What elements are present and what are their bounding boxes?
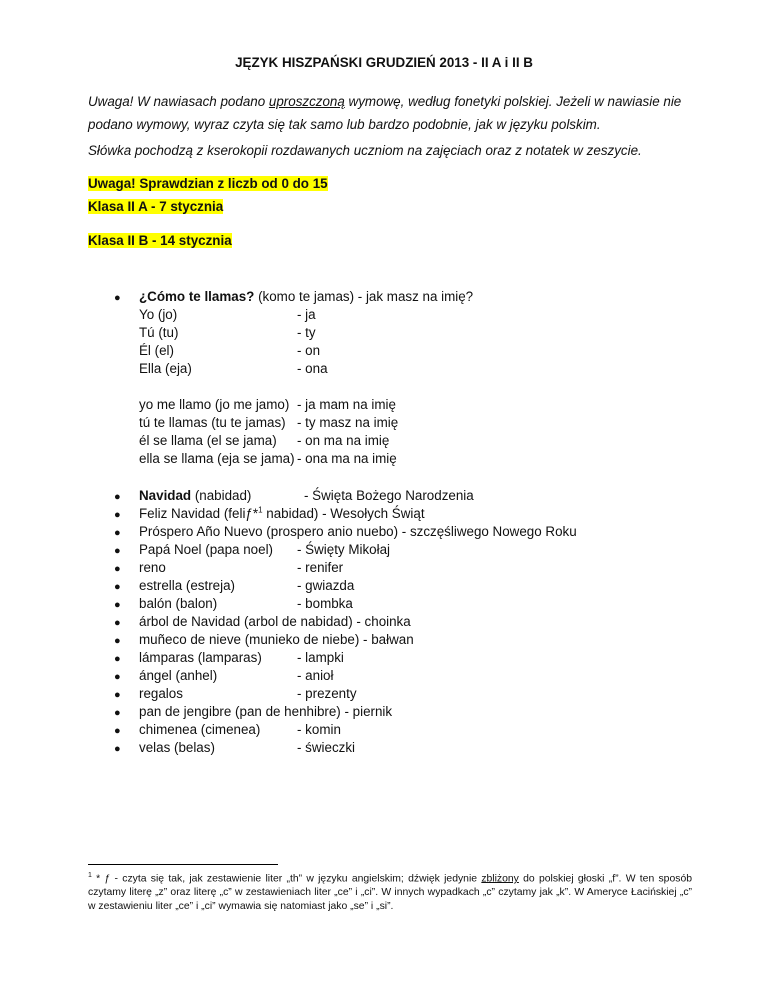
como-heading-rest: (komo te jamas) - jak masz na imię?: [254, 289, 474, 304]
source-note: Słówka pochodzą z kserokopii rozdawanych uczniom na zajęciach oraz z notatek w zeszycie.: [88, 143, 642, 158]
phrase-row: [139, 397, 396, 415]
vocab-feliz-f: ƒ*: [245, 506, 259, 521]
phrase-es: yo me llamo (jo me jamo): [139, 397, 290, 412]
pronoun-es: Yo (jo): [139, 307, 178, 322]
bullet-icon: ●: [114, 653, 121, 665]
bullet-icon: ●: [114, 671, 121, 683]
vocab-item: [139, 596, 353, 614]
vocab-item: [139, 524, 577, 542]
bullet-icon: ●: [114, 635, 121, 647]
pronoun-row: [139, 307, 316, 325]
vocab-item-pl: - lampki: [297, 650, 344, 665]
vocab-item: [139, 578, 355, 596]
pronoun-row: [139, 325, 316, 343]
note-text-1: Uwaga! W nawiasach podano: [88, 94, 269, 109]
vocab-item: [139, 560, 344, 578]
pronoun-pl: - ty: [297, 325, 316, 340]
vocab-item-es: Papá Noel (papa noel): [139, 542, 273, 557]
phrase-row: [139, 433, 390, 451]
phrase-pl: - ty masz na imię: [297, 415, 399, 430]
pronoun-pl: - ja: [297, 307, 316, 322]
vocab-navidad-word: Navidad: [139, 488, 192, 503]
page-title: JĘZYK HISZPAŃSKI GRUDZIEŃ 2013 - II A i II B: [235, 55, 533, 70]
bullet-icon: ●: [114, 545, 121, 557]
highlight-class-2b: Klasa II B - 14 stycznia: [88, 233, 232, 248]
pronoun-es: Él (el): [139, 343, 174, 358]
note-underlined: uproszczoną: [268, 94, 345, 109]
vocab-feliz: [139, 506, 425, 524]
footnote-number: 1: [88, 872, 92, 879]
bullet-icon: ●: [114, 563, 121, 575]
vocab-item: [139, 614, 411, 632]
phrase-pl: - ja mam na imię: [297, 397, 396, 412]
vocab-item-pl: - renifer: [297, 560, 344, 575]
vocab-navidad: [139, 488, 474, 506]
vocab-navidad-pl: - Święta Bożego Narodzenia: [304, 488, 474, 503]
footnote-divider: [88, 864, 278, 865]
class-2a-date: [88, 195, 688, 218]
bullet-icon: ●: [114, 743, 121, 755]
bullet-icon: ●: [114, 527, 121, 539]
vocab-item: [139, 740, 356, 758]
bullet-icon: ●: [114, 599, 121, 611]
vocab-item-es: estrella (estreja): [139, 578, 235, 593]
vocab-item: [139, 650, 344, 668]
vocab-item: [139, 722, 341, 740]
highlight-class-2a: Klasa II A - 7 stycznia: [88, 199, 224, 214]
bullet-icon: ●: [114, 707, 121, 719]
phrase-pl: - ona ma na imię: [297, 451, 397, 466]
phrase-row: [139, 415, 399, 433]
vocab-item-es: chimenea (cimenea): [139, 722, 261, 737]
pronoun-row: [139, 361, 328, 379]
bullet-icon: ●: [114, 581, 121, 593]
pronoun-es: Tú (tu): [139, 325, 179, 340]
vocab-item-pl: - Święty Mikołaj: [297, 542, 391, 557]
bullet-icon: ●: [114, 509, 121, 521]
vocab-navidad-pron: (nabidad): [191, 488, 252, 503]
phrase-es: ella se llama (eja se jama): [139, 451, 295, 466]
como-heading: [139, 289, 473, 307]
highlight-test: Uwaga! Sprawdzian z liczb od 0 do 15: [88, 176, 328, 191]
footnote-text-2: do polskiej głoski „f”. W ten sposób czytamy literę „z” oraz literę „c” w zestawieniach liter „ce” i „ci”. W innych wypadkach „c” czytamy jak „k”. W Ameryce Łacińskiej „c” w zestawieniu liter „ce” i „ci” wymawia się natomiast jako „se” i „si”.: [88, 873, 692, 913]
footnote: [88, 869, 692, 914]
bullet-icon: ●: [114, 617, 121, 629]
vocab-item-pl: - gwiazda: [297, 578, 355, 593]
vocab-item-pl: - prezenty: [297, 686, 357, 701]
bullet-icon: ●: [114, 725, 121, 737]
test-notice: [88, 172, 688, 195]
vocab-item: [139, 632, 414, 650]
phrase-es: tú te llamas (tu te jamas): [139, 415, 286, 430]
footnote-underlined: zbliżony: [481, 873, 519, 885]
vocab-item-es: reno: [139, 560, 166, 575]
vocab-item-pl: - bombka: [297, 596, 353, 611]
note-text-2: wymowę, według fonetyki polskiej. Jeżeli w nawiasie nie podano wymowy, wyraz czyta się tak samo lub bardzo podobnie, jak w języku polskim.: [88, 94, 682, 132]
vocab-item-es: ángel (anhel): [139, 668, 218, 683]
vocab-item-es: lámparas (lamparas): [139, 650, 262, 665]
como-heading-bold: ¿Cómo te llamas?: [139, 289, 255, 304]
vocab-item-es: balón (balon): [139, 596, 218, 611]
vocab-item: [139, 542, 391, 560]
vocab-item-pl: - świeczki: [297, 740, 356, 755]
vocab-item-es: Próspero Año Nuevo (prospero anio nuebo) - szczęśliwego Nowego Roku: [139, 524, 577, 539]
footnote-text-1: * ƒ - czyta się tak, jak zestawienie liter „th” w języku angielskim; dźwięk jedynie: [91, 873, 482, 885]
class-2b-date: [88, 229, 688, 252]
vocab-feliz-text: Feliz Navidad (feli: [139, 506, 246, 521]
footnote-ref: 1: [258, 505, 263, 515]
vocab-feliz-rest: nabidad) - Wesołych Świąt: [262, 506, 425, 521]
vocab-item-pl: - komin: [297, 722, 341, 737]
vocab-item: [139, 704, 392, 722]
vocab-item-es: regalos: [139, 686, 183, 701]
pronoun-es: Ella (eja): [139, 361, 192, 376]
pronunciation-note: [88, 90, 688, 136]
vocab-item-es: árbol de Navidad (arbol de nabidad) - choinka: [139, 614, 411, 629]
phrase-row: [139, 451, 397, 469]
bullet-icon: ●: [114, 292, 121, 304]
vocab-item-pl: - anioł: [297, 668, 334, 683]
vocab-item-es: velas (belas): [139, 740, 215, 755]
vocab-item: [139, 686, 357, 704]
phrase-es: él se llama (el se jama): [139, 433, 277, 448]
bullet-icon: ●: [114, 689, 121, 701]
vocab-item-es: muñeco de nieve (munieko de niebe) - bałwan: [139, 632, 414, 647]
phrase-pl: - on ma na imię: [297, 433, 390, 448]
pronoun-row: [139, 343, 321, 361]
vocab-item: [139, 668, 334, 686]
bullet-icon: ●: [114, 491, 121, 503]
pronoun-pl: - ona: [297, 361, 328, 376]
vocab-item-es: pan de jengibre (pan de henhibre) - piernik: [139, 704, 393, 719]
pronoun-pl: - on: [297, 343, 321, 358]
